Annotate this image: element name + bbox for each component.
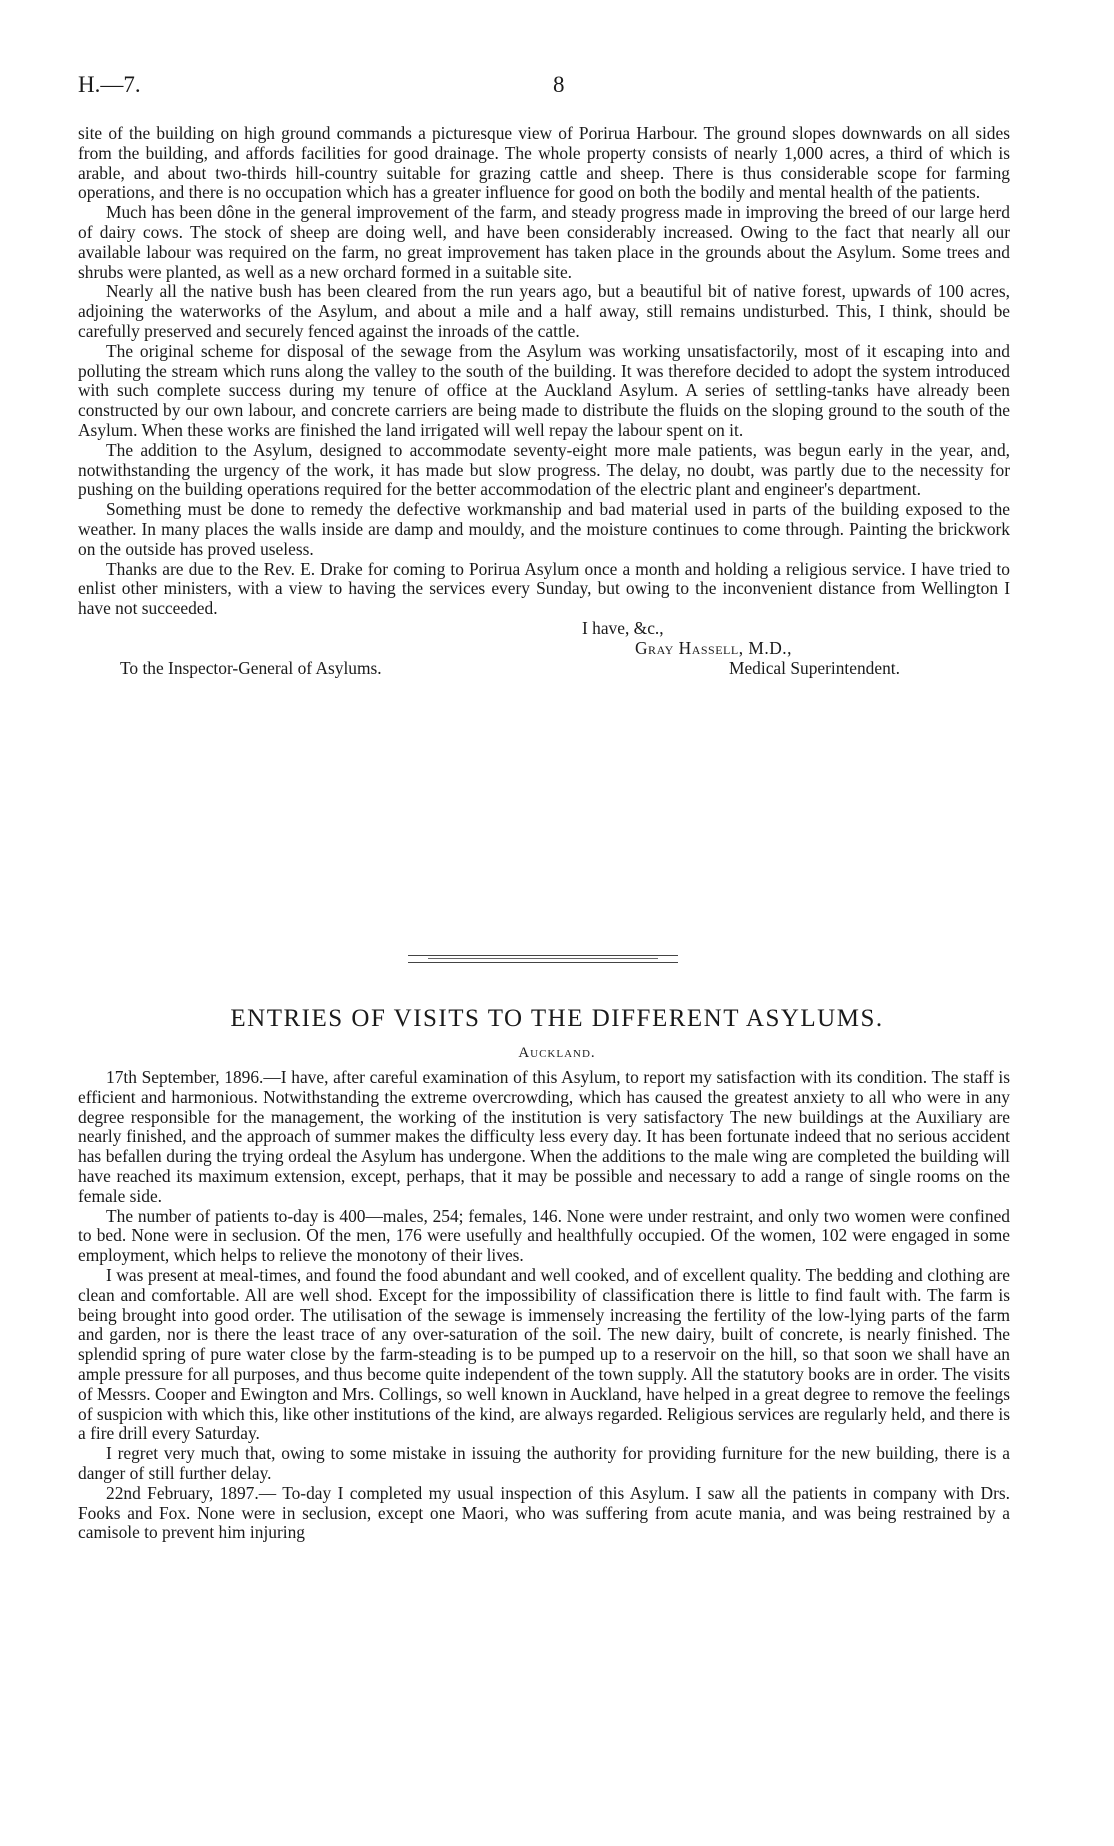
signature: Gray Hassell, M.D., (635, 637, 792, 658)
section-subheading: Auckland. (518, 1045, 596, 1061)
visit-paragraph: The number of patients to-day is 400—males, 254; females, 146. None were under restraint, and only two women were confined to bed. None were in seclusion. Of the men, 176 were usefully and healthfully occupied. Of the women, 102 were engaged in some employment, which helps to relieve the monotony of their lives. (78, 1205, 1010, 1266)
signatory-title: Medical Superintendent. (729, 657, 900, 678)
letter-paragraph: The addition to the Asylum, designed to accommodate seventy-eight more male patients, was begun early in the year, and, notwithstanding the urgency of the work, it has made but slow progress. The delay, no doubt, was partly due to the necessity for pushing on the building operations required for the better accommodation of the electric plant and engineer's department. (78, 439, 1010, 500)
letter-paragraph: Something must be done to remedy the defective workmanship and bad material used in parts of the building exposed to the weather. In many places the walls inside are damp and mouldy, and the moisture continues to come through. Painting the brickwork on the outside has proved useless. (78, 499, 1010, 559)
page-header (78, 72, 1036, 102)
letter-paragraph: site of the building on high ground commands a picturesque view of Porirua Harbour. The ground slopes downwards on all sides from the building, and affords facilities for good drainage. The whole property consists of nearly 1,000 acres, a third of which is arable, and about two-thirds hill-country suitable for grazing cattle and sheep. There is thus considerable scope for farming operations, and there is no occupation which has a greater influence for good on both the bodily and mental health of the patients. (78, 123, 1010, 203)
addressee: To the Inspector-General of Asylums. (120, 657, 382, 678)
closing: I have, &c., (582, 617, 664, 638)
section-divider (408, 955, 678, 963)
visit-paragraph: 22nd February, 1897.— To-day I completed my usual inspection of this Asylum. I saw all the patients in company with Drs. Fooks and Fox. None were in seclusion, except one Maori, who was suffering from acute mania, and was being restrained by a camisole to prevent him injuring (78, 1482, 1010, 1543)
section-title: ENTRIES OF VISITS TO THE DIFFERENT ASYLUMS. (230, 1005, 884, 1032)
section-divider-inner (428, 958, 658, 959)
letter-signoff (78, 619, 1010, 679)
letter-paragraph: The original scheme for disposal of the sewage from the Asylum was working unsatisfactorily, most of it escaping into and polluting the stream which runs along the valley to the south of the building. It was therefore decided to adopt the system introduced with such complete success during my tenure of office at the Auckland Asylum. A series of settling-tanks have already been constructed by our own labour, and concrete carriers are being made to distribute the fluids on the sloping ground to the south of the Asylum. When these works are finished the land irrigated will well repay the labour spent on it. (78, 340, 1010, 440)
letter-body (78, 124, 1010, 679)
visit-paragraph: 17th September, 1896.—I have, after careful examination of this Asylum, to report my satisfaction with its condition. The staff is efficient and harmonious. Notwithstanding the extreme overcrowding, which has caused the greatest anxiety to all who were in any degree responsible for the management, the working of the institution is very satisfactory The new buildings at the Auxiliary are nearly finished, and the approach of summer makes the difficulty less every day. It has been fortunate indeed that no serious accident has befallen during the trying ordeal the Asylum has undergone. When the additions to the male wing are completed the building will have reached its maximum extension, except, perhaps, that it may be possible and necessary to add a range of single rooms on the female side. (78, 1067, 1010, 1206)
visits-body (78, 1068, 1010, 1543)
document-reference: H.—7. (78, 72, 141, 97)
letter-paragraph: Nearly all the native bush has been cleared from the run years ago, but a beautiful bit of native forest, upwards of 100 acres, adjoining the waterworks of the Asylum, and about a mile and a half away, still remains undisturbed. This, I think, should be carefully preserved and securely fenced against the inroads of the cattle. (78, 281, 1010, 341)
letter-paragraph: Much has been dône in the general improvement of the farm, and steady progress made in improving the breed of our large herd of dairy cows. The stock of sheep are doing well, and have been considerably increased. Owing to the fact that nearly all our available labour was required on the farm, no great improvement has taken place in the grounds about the Asylum. Some trees and shrubs were planted, as well as a new orchard formed in a suitable site. (78, 202, 1010, 282)
letter-paragraph: Thanks are due to the Rev. E. Drake for coming to Porirua Asylum once a month and holding a religious service. I have tried to enlist other ministers, with a view to having the services every Sunday, but owing to the inconvenient distance from Wellington I have not succeeded. (78, 558, 1010, 619)
visit-paragraph: I was present at meal-times, and found the food abundant and well cooked, and of excellent quality. The bedding and clothing are clean and comfortable. All are well shod. Except for the impossibility of classification there is little to find fault with. The farm is being brought into good order. The utilisation of the sewage is immensely increasing the fertility of the low-lying parts of the farm and garden, nor is there the least trace of any over-saturation of the soil. The new dairy, built of concrete, is nearly finished. The splendid spring of pure water close by the farm-steading is to be pumped up to a reservoir on the hill, so that soon we shall have an ample pressure for all purposes, and thus become quite independent of the town supply. All the statutory books are in order. The visits of Messrs. Cooper and Ewington and Mrs. Collings, so well known in Auckland, have helped in a great degree to remove the feelings of suspicion with which this, like other institutions of the kind, are always regarded. Religious services are regularly held, and there is a fire drill every Saturday. (78, 1264, 1010, 1444)
visit-paragraph: I regret very much that, owing to some mistake in issuing the authority for providing furniture for the new building, there is a danger of still further delay. (78, 1443, 1010, 1483)
page-number: 8 (553, 72, 565, 97)
